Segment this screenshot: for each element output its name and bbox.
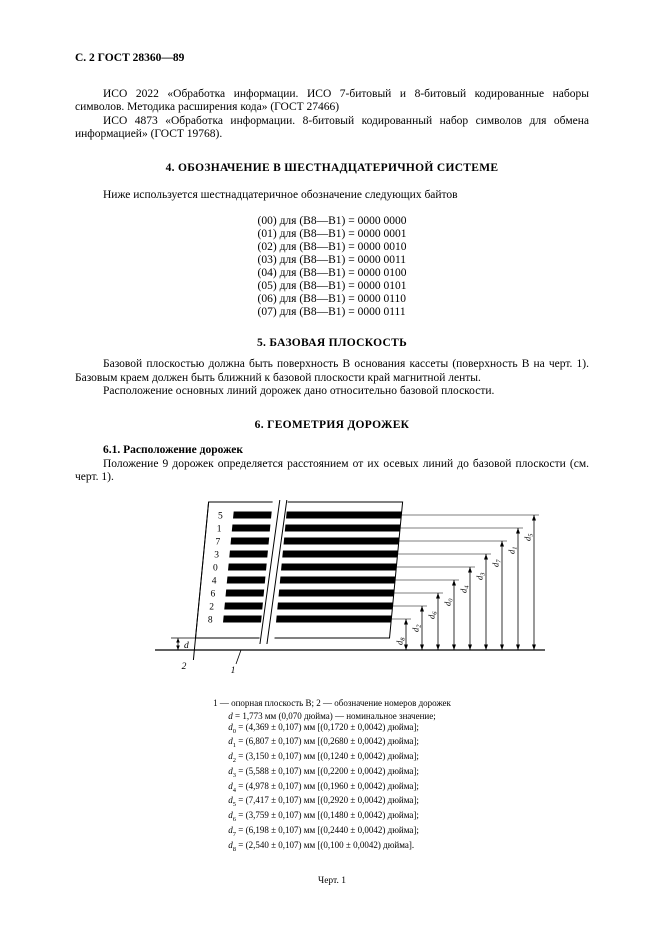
dimension-text: = (7,417 ± 0,107) мм [(0,2920 ± 0,0042) дюйма]; — [236, 795, 419, 806]
dimension-label: $d_7$ — [490, 559, 503, 567]
arrowhead-bottom — [468, 644, 472, 650]
hex-notation-item: (00) для (В8—В1) = 0000 0000 — [257, 214, 407, 227]
track-number-label: 3 — [214, 549, 219, 560]
track-number-label: 4 — [211, 575, 217, 586]
section5-paragraph-2: Расположение основных линий дорожек дано относительно базовой плоскости. — [103, 385, 495, 397]
figure-number-label: Черт. 1 — [318, 875, 346, 886]
arrowhead-bottom — [420, 644, 424, 650]
section4-lead: Ниже используется шестнадцатеричное обозначение следующих байтов — [103, 189, 458, 201]
track-number-label: 6 — [210, 588, 216, 599]
tape-track-stripe — [233, 511, 402, 518]
dimension-subscript: 7 — [232, 830, 237, 838]
caption-legend-line: 1 — опорная плоскость В; 2 — обозначение номеров дорожек — [213, 697, 451, 708]
intro-paragraph-iso2022: ИСО 2022 «Обработка информации. ИСО 7-битовый и 8-битовый кодированные наборы символов. Методика расширения кода» (ГОСТ 27466) — [75, 87, 589, 113]
dimension-subscript: 5 — [232, 801, 237, 809]
nominal-arrowhead-bottom — [176, 645, 180, 650]
dimension-symbol: d — [228, 825, 233, 836]
hex-notation-item: (03) для (В8—В1) = 0000 0011 — [257, 253, 407, 266]
dimension-label: $d_0$ — [442, 598, 455, 606]
dimension-value-line — [228, 840, 435, 855]
hex-notation-list — [258, 215, 407, 319]
dimension-text: = (3,759 ± 0,107) мм [(0,1480 ± 0,0042) дюйма]; — [236, 810, 419, 821]
dimension-value-line — [228, 711, 435, 722]
plane-leader-line — [236, 650, 241, 664]
dimension-text: = (4,369 ± 0,107) мм [(0,1720 ± 0,0042) дюйма]; — [236, 721, 419, 732]
plane-leader-label: 1 — [230, 665, 236, 676]
arrowhead-top — [484, 554, 488, 560]
track-number-label: 7 — [215, 536, 221, 547]
arrowhead-bottom — [436, 644, 440, 650]
hex-notation-item: (04) для (В8—В1) = 0000 0100 — [257, 266, 407, 279]
dimension-label: $d_3$ — [474, 572, 487, 580]
section5-paragraph-1: Базовой плоскостью должна быть поверхность В основания кассеты (поверхность В на черт. 1). Базовым краем должен быть ближний к базовой плоскости край магнитной ленты. — [75, 358, 589, 384]
dimension-values-list — [228, 711, 435, 855]
arrowhead-top — [404, 619, 408, 625]
dimension-symbol: d — [228, 710, 233, 721]
track-number-label: 0 — [213, 562, 218, 573]
dimension-symbol: d — [228, 795, 233, 806]
track-number-label: 2 — [209, 601, 214, 612]
dimension-subscript: 6 — [232, 816, 237, 824]
page-header: С. 2 ГОСТ 28360—89 — [75, 52, 185, 64]
dimension-label: $d_6$ — [426, 611, 439, 619]
tape-left-edge-leader-line — [193, 502, 208, 660]
dimension-text: = (3,150 ± 0,107) мм [(0,1240 ± 0,0042) дюйма]; — [236, 751, 419, 762]
section6-1-title: 6.1. Расположение дорожек — [103, 444, 244, 456]
track-number-label: 5 — [218, 510, 223, 521]
arrowhead-bottom — [484, 644, 488, 650]
track-number-label: 8 — [207, 614, 213, 625]
section4-title: 4. ОБОЗНАЧЕНИЕ В ШЕСТНАДЦАТЕРИЧНОЙ СИСТЕМЕ — [165, 161, 499, 174]
section6-title: 6. ГЕОМЕТРИЯ ДОРОЖЕК — [254, 418, 410, 431]
arrowhead-top — [436, 593, 440, 599]
section6-1-paragraph: Положение 9 дорожек определяется расстоянием от их осевых линий до базовой плоскости (см. черт. 1). — [75, 457, 589, 483]
dimension-value-line — [228, 736, 435, 751]
dimension-value-line — [228, 781, 435, 796]
dimension-label: $d_4$ — [458, 585, 471, 593]
nominal-dim-label: d — [184, 640, 189, 651]
tape-track-stripe — [223, 615, 392, 622]
tape-track-stripe — [231, 537, 400, 544]
dimension-value-line — [228, 766, 435, 781]
dimension-subscript: 2 — [232, 756, 237, 764]
hex-notation-item: (02) для (В8—В1) = 0000 0010 — [257, 240, 407, 253]
arrowhead-bottom — [404, 644, 408, 650]
dimension-symbol: d — [228, 839, 233, 850]
dimension-symbol: d — [228, 765, 233, 776]
figure-1 — [75, 498, 589, 684]
dimension-text: = (6,198 ± 0,107) мм [(0,2440 ± 0,0042) дюйма]; — [236, 825, 419, 836]
intro-paragraph-iso4873: ИСО 4873 «Обработка информации. 8-битовый кодированный набор символов для обмена информацией» (ГОСТ 19768). — [75, 114, 589, 140]
dimension-symbol: d — [228, 810, 233, 821]
dimension-subscript: 0 — [232, 727, 237, 735]
track-number-label: 1 — [216, 523, 222, 534]
arrowhead-bottom — [516, 644, 520, 650]
arrowhead-top — [452, 580, 456, 586]
dimension-symbol: d — [228, 736, 233, 747]
arrowhead-top — [420, 606, 424, 612]
arrowhead-top — [468, 567, 472, 573]
dimension-label: $d_2$ — [410, 624, 423, 632]
dimension-value-line — [228, 722, 435, 737]
arrowhead-top — [500, 541, 504, 547]
arrowhead-top — [532, 515, 536, 521]
tracks-leader-label: 2 — [181, 661, 187, 672]
figure-caption — [75, 698, 589, 855]
dimension-value-line — [228, 810, 435, 825]
hex-notation-item: (01) для (В8—В1) = 0000 0001 — [257, 227, 407, 240]
dimension-symbol: d — [228, 751, 233, 762]
arrowhead-bottom — [500, 644, 504, 650]
tape-track-stripe — [229, 550, 398, 557]
dimension-symbol: d — [228, 780, 233, 791]
dimension-subscript: 1 — [232, 742, 237, 750]
dimension-label: $d_8$ — [394, 637, 407, 645]
section5-title: 5. БАЗОВАЯ ПЛОСКОСТЬ — [256, 336, 408, 349]
tape-track-stripe — [227, 576, 396, 583]
tape-body — [193, 499, 403, 660]
dimension-text: = (4,978 ± 0,107) мм [(0,1960 ± 0,0042) дюйма]; — [236, 780, 419, 791]
dimension-label: $d_5$ — [522, 533, 535, 541]
tape-track-stripe — [226, 589, 395, 596]
dimension-label: $d_1$ — [506, 546, 519, 554]
tape-track-stripe — [224, 602, 393, 609]
dimension-value-line — [228, 751, 435, 766]
arrowhead-bottom — [532, 644, 536, 650]
dimension-subscript: 8 — [232, 845, 237, 853]
track-stripes — [223, 511, 402, 622]
dimension-arrows — [390, 515, 539, 650]
dimension-text: = (6,807 ± 0,107) мм [(0,2680 ± 0,0042) дюйма]; — [236, 736, 419, 747]
hex-notation-item: (06) для (В8—В1) = 0000 0110 — [257, 292, 407, 305]
dimension-value-line — [228, 795, 435, 810]
tape-track-stripe — [228, 563, 397, 570]
dimension-subscript: 3 — [232, 771, 237, 779]
dimension-text: = (2,540 ± 0,107) мм [(0,100 ± 0,0042) дюйма]. — [236, 839, 415, 850]
nominal-arrowhead-top — [176, 638, 180, 643]
dimension-text: = 1,773 мм (0,070 дюйма) — номинальное значение; — [232, 710, 436, 721]
hex-notation-item: (05) для (В8—В1) = 0000 0101 — [257, 279, 407, 292]
dimension-value-line — [228, 825, 435, 840]
arrowhead-bottom — [452, 644, 456, 650]
dimension-text: = (5,588 ± 0,107) мм [(0,2200 ± 0,0042) дюйма]; — [236, 765, 419, 776]
dimension-symbol: d — [228, 721, 233, 732]
dimension-subscript: 4 — [232, 786, 237, 794]
track-number-column — [208, 511, 223, 625]
hex-notation-item: (07) для (В8—В1) = 0000 0111 — [257, 305, 406, 318]
track-geometry-drawing — [153, 498, 549, 684]
arrowhead-top — [516, 528, 520, 534]
tape-track-stripe — [232, 524, 401, 531]
